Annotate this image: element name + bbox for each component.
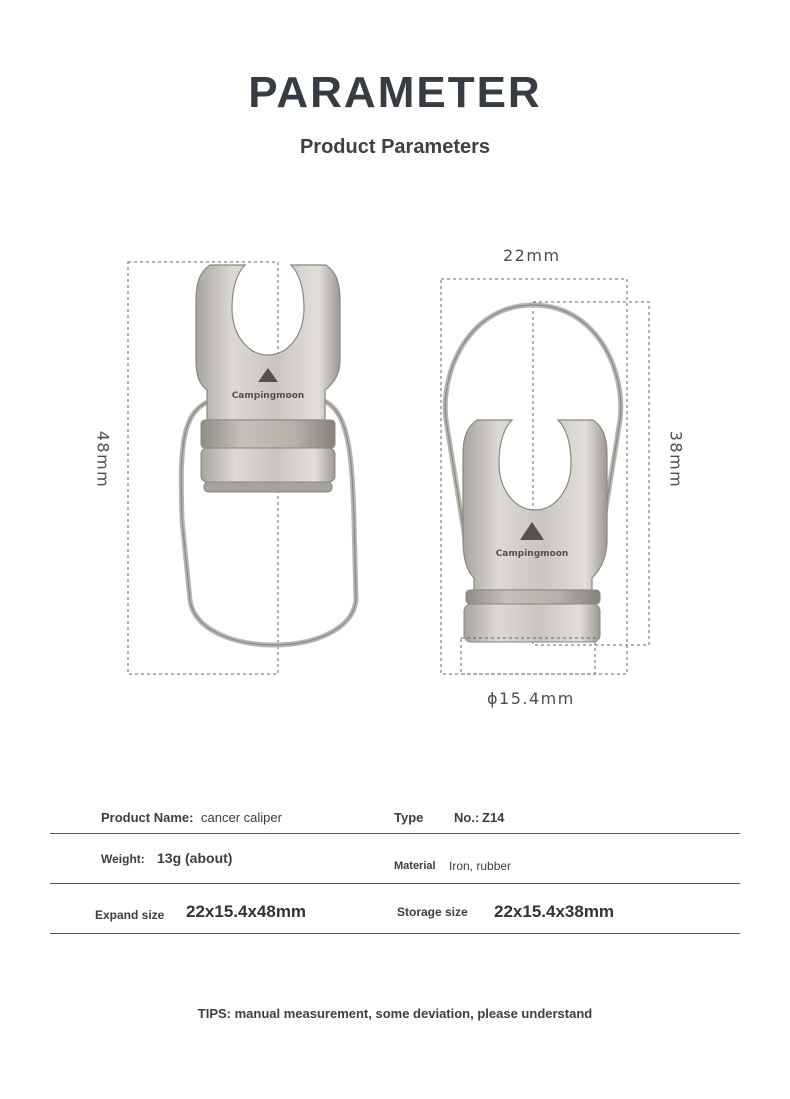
type-value: Z14 <box>482 810 505 825</box>
storage-product <box>441 279 649 674</box>
page-subtitle: Product Parameters <box>299 136 491 158</box>
page-title: PARAMETER <box>248 68 542 117</box>
diameter-guide-box <box>461 638 595 674</box>
expand-size-value: 22x15.4x48mm <box>186 902 307 921</box>
product-name-label: Product Name: <box>101 810 194 825</box>
type-label: Type <box>394 810 424 825</box>
spec-row-weight <box>50 834 740 884</box>
material-label: Material <box>394 860 436 872</box>
weight-value: 13g (about) <box>157 850 233 866</box>
expand-size-label: Expand size <box>95 908 165 922</box>
type-no-label: No.: <box>454 810 480 825</box>
clip-body-folded <box>463 420 607 590</box>
tips-note: TIPS: manual measurement, some deviation, please understand <box>197 1006 593 1021</box>
expanded-height-label: 48mm <box>93 430 113 489</box>
product-name-value: cancer caliper <box>201 810 282 825</box>
brand-logo-text-2: Campingmoon <box>495 549 569 559</box>
storage-size-label: Storage size <box>397 905 468 919</box>
storage-height-label: 38mm <box>666 430 686 489</box>
storage-size-value: 22x15.4x38mm <box>494 902 615 921</box>
brand-logo-text: Campingmoon <box>231 391 305 401</box>
expanded-product <box>128 262 356 674</box>
width-label: 22mm <box>503 246 561 265</box>
spec-row-name <box>50 796 740 834</box>
material-value: Iron, rubber <box>449 859 512 873</box>
spec-table <box>50 796 740 934</box>
spec-row-size <box>50 884 740 934</box>
weight-label: Weight: <box>101 852 145 866</box>
diameter-label: ϕ15.4mm <box>487 689 575 708</box>
